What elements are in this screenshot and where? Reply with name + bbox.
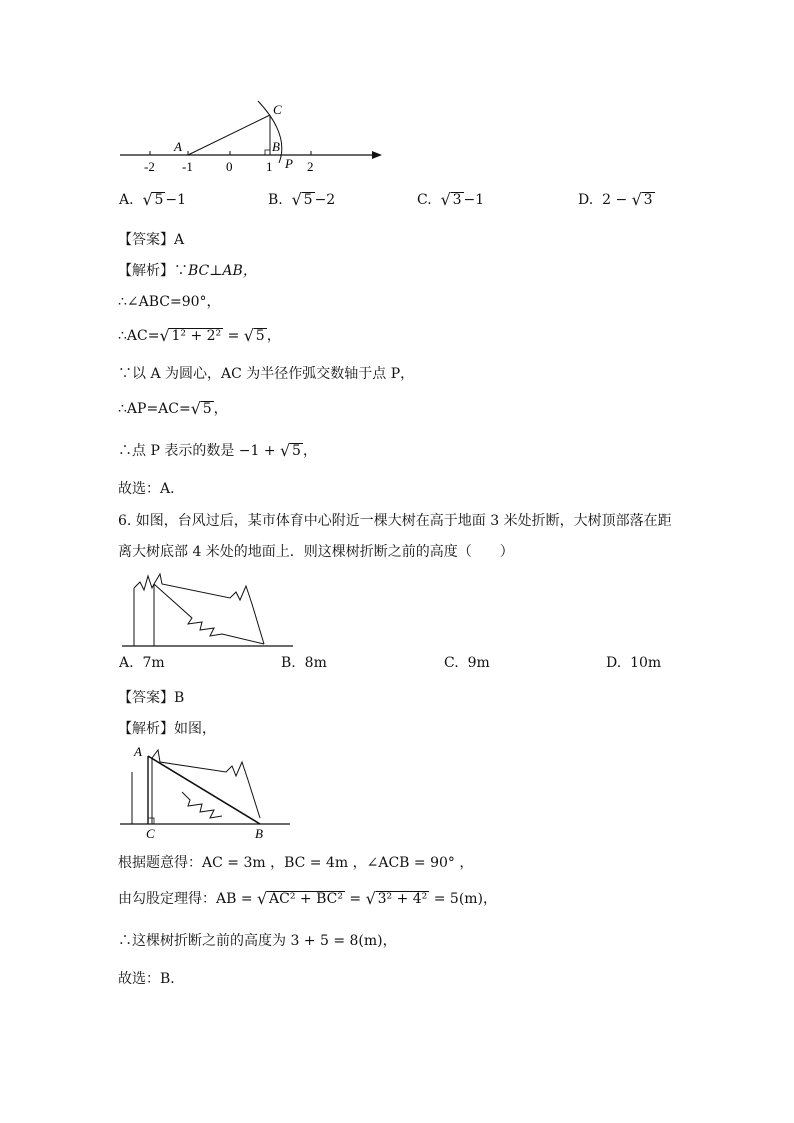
question-stem: 离大树底部 4 米处的地面上．则这棵树折断之前的高度（ ） xyxy=(118,544,514,560)
option-b xyxy=(268,192,335,208)
option-c xyxy=(417,192,484,208)
tick-label: 1 xyxy=(266,159,273,174)
option-letter: D. xyxy=(606,655,622,671)
point-label-C: C xyxy=(146,826,155,841)
answer-label: 【答案】A xyxy=(118,232,185,248)
math-text: ∴AP=AC= xyxy=(118,401,191,417)
broken-tree-figure xyxy=(118,562,298,652)
math-text: = 5(m)， xyxy=(429,891,498,907)
option-letter: B. xyxy=(281,655,296,671)
option-letter: D. xyxy=(578,192,594,208)
tick-label: 2 xyxy=(307,159,314,174)
option-d xyxy=(578,192,655,208)
option-text: 2 − xyxy=(602,192,632,208)
sqrt-expression: √ 5 xyxy=(190,399,212,418)
point-label-B: B xyxy=(272,139,280,154)
point-label-A: A xyxy=(134,744,142,759)
option-b xyxy=(281,655,327,671)
option-c xyxy=(444,655,490,671)
math-text: = xyxy=(223,328,244,344)
tick-label: -2 xyxy=(144,159,155,174)
sqrt-expression: √ AC² + BC² xyxy=(257,889,343,908)
point-label-P: P xyxy=(285,156,293,171)
answer-label: 【答案】B xyxy=(118,690,185,706)
sqrt-expression: √ 5 xyxy=(280,441,301,460)
option-d xyxy=(606,655,661,671)
option-letter: A. xyxy=(119,655,134,671)
point-label-A: A xyxy=(174,139,182,154)
option-text: 7m xyxy=(142,655,165,671)
analysis-line: ∵以 A 为圆心，AC 为半径作弧交数轴于点 P， xyxy=(118,366,415,382)
point-label-B: B xyxy=(255,826,263,841)
sqrt-expression: √ 3 xyxy=(631,190,653,209)
math-text: ， xyxy=(213,401,228,417)
conclusion: 故选：A． xyxy=(118,481,185,497)
math-text: 由勾股定理得：AB = xyxy=(118,891,258,907)
sqrt-expression: √ 3² + 4² xyxy=(365,889,428,908)
sqrt-expression: √ 5 xyxy=(291,190,313,209)
option-text: 8m xyxy=(304,655,327,671)
math-text: ∴AC= xyxy=(118,328,160,344)
option-letter: C. xyxy=(444,655,459,671)
option-text: 9m xyxy=(467,655,490,671)
analysis-line xyxy=(118,325,281,345)
analysis-line xyxy=(118,260,257,280)
analysis-line xyxy=(118,888,497,908)
analysis-line xyxy=(118,398,228,418)
analysis-line: ∴这棵树折断之前的高度为 3 + 5 = 8(m)， xyxy=(118,933,397,949)
option-text: −2 xyxy=(314,192,336,208)
number-line-figure xyxy=(110,95,400,185)
point-label-C: C xyxy=(273,102,282,117)
option-text: 10m xyxy=(630,655,662,671)
sqrt-expression: √ 1² + 2² xyxy=(159,326,222,345)
option-text: −1 xyxy=(165,192,187,208)
math-text: ， xyxy=(302,443,317,459)
sqrt-expression: √ 5 xyxy=(243,326,265,345)
option-a xyxy=(119,192,186,208)
analysis-label: 【解析】如图， xyxy=(118,721,216,737)
sqrt-expression: √ 5 xyxy=(142,190,164,209)
option-letter: C. xyxy=(417,192,432,208)
analysis-label: 【解析】∵ xyxy=(118,263,188,279)
option-letter: A. xyxy=(119,192,134,208)
math-text: ， xyxy=(266,328,281,344)
tick-label: 0 xyxy=(226,159,233,174)
math-text: ∴点 P 表示的数是 −1 + xyxy=(118,443,281,459)
analysis-line xyxy=(118,440,317,460)
analysis-text: BC⊥AB， xyxy=(188,263,257,279)
tree-triangle-figure xyxy=(118,742,298,842)
analysis-line: 根据题意得：AC = 3m ，BC = 4m ，∠ACB = 90° ， xyxy=(118,855,474,871)
analysis-line: ∴∠ABC=90°， xyxy=(118,294,221,310)
conclusion: 故选：B． xyxy=(118,971,185,987)
option-a xyxy=(119,655,165,671)
question-stem: 6. 如图，台风过后，某市体育中心附近一棵大树在高于地面 3 米处折断，大树顶部落在距 xyxy=(118,513,672,529)
option-text: −1 xyxy=(463,192,485,208)
tick-label: -1 xyxy=(182,159,193,174)
math-text: = xyxy=(344,891,366,907)
sqrt-expression: √ 3 xyxy=(440,190,462,209)
option-letter: B. xyxy=(268,192,283,208)
